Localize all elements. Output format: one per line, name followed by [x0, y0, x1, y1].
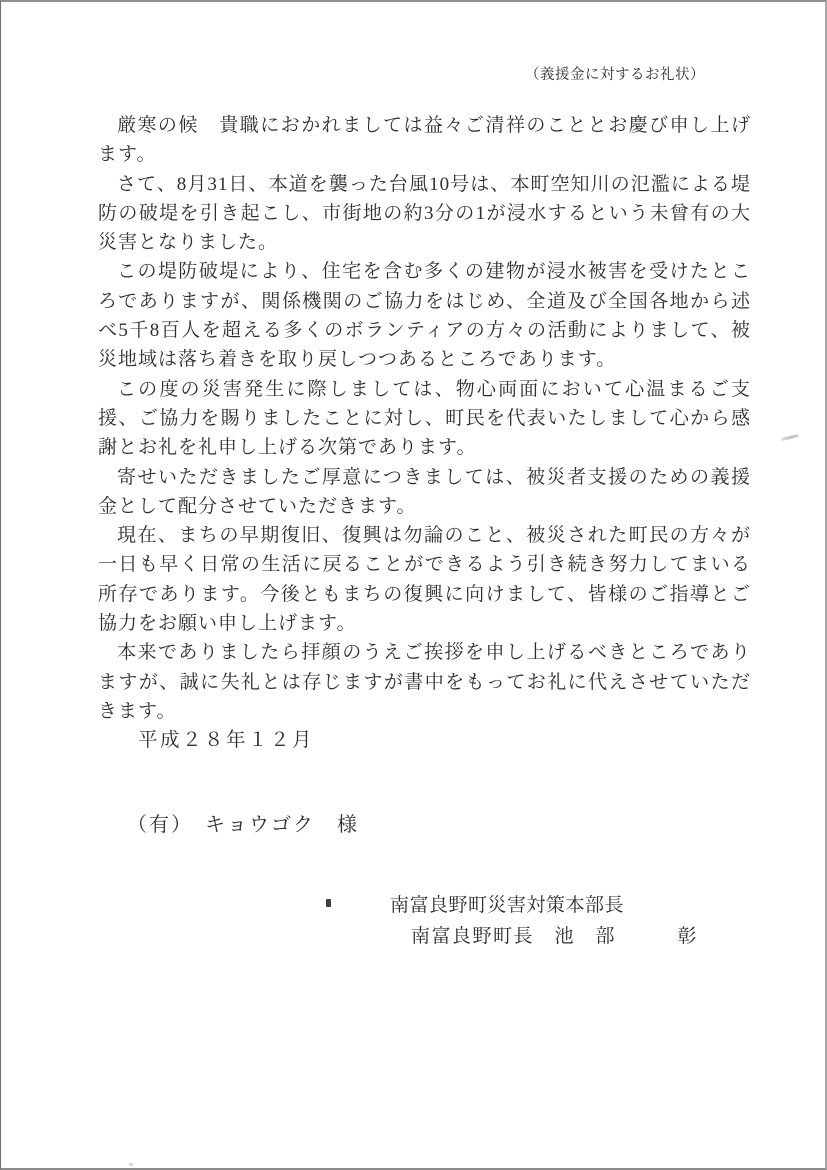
addressee-line: （有） キョウゴク 様 — [127, 814, 359, 836]
letter-paragraph: この堤防破堤により、住宅を含む多くの建物が浸水被害を受けたところでありますが、関係機関のご協力をはじめ、全道及び全国各地から述べ5千8百人を超える多くのボランティアの方々の活動によりまして、被災地域は落ち着きを取り戻しつつあるところであります。 — [98, 261, 751, 371]
letter-paragraph: 寄せいただきましたご厚意につきましては、被災者支援のための義援金として配分させていただきます。 — [98, 466, 751, 517]
date-line: 平成２８年１２月 — [138, 730, 315, 751]
letter-subject-note: （義援金に対するお礼状） — [525, 67, 705, 83]
letter-paragraph: さて、8月31日、本道を襲った台風10号は、本町空知川の氾濫による堤防の破堤を引き起こし、市街地の約3分の1が浸水するという未曾有の大災害となりました。 — [98, 173, 751, 254]
scan-speck-artifact — [129, 1163, 133, 1166]
letter-paragraph: 厳寒の候 貴職におかれましては益々ご清祥のこととお慶び申し上げます。 — [98, 115, 751, 166]
letter-paragraph: この度の災害発生に際しましては、物心両面において心温まるご支援、ご協力を賜りましたことに対し、町民を代表いたしまして心から感謝とお礼を礼申し上げる次第であります。 — [98, 378, 751, 459]
signature-title-line: 南富良野町災害対策本部長 — [390, 895, 625, 916]
signature-block — [390, 890, 698, 952]
scan-speck-artifact — [326, 899, 331, 907]
letter-body — [98, 111, 751, 726]
signature-name-line: 南富良野町長 池 部 彰 — [411, 926, 699, 947]
letter-paragraph: 現在、まちの早期復旧、復興は勿論のこと、被災された町民の方々が一日も早く日常の生活に戻ることができるよう引き続き努力してまいる所存であります。今後ともまちの復興に向けまして、皆様のご指導とご協力をお願い申し上げます。 — [98, 525, 751, 635]
letter-paragraph: 本来でありましたら拝顔のうえご挨拶を申し上げるべきところでありますが、誠に失礼とは存じますが書中をもってお礼に代えさせていただきます。 — [98, 642, 751, 722]
scan-smudge-artifact — [781, 434, 799, 441]
